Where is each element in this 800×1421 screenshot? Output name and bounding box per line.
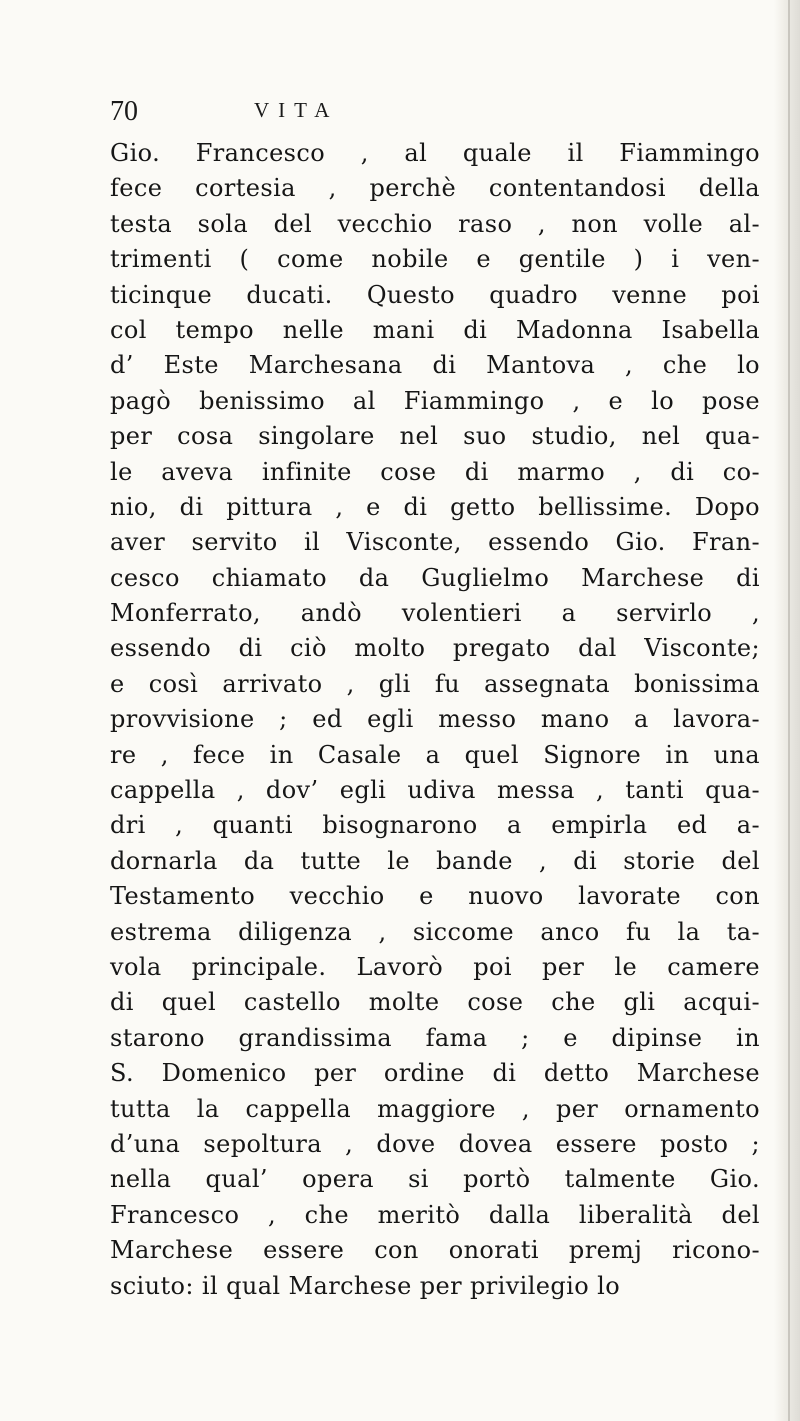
text-line: Testamento vecchio e nuovo lavorate con (110, 882, 760, 911)
text-line: trimenti ( come nobile e gentile ) i ven- (110, 245, 760, 274)
text-line: Gio. Francesco , al quale il Fiammingo (110, 139, 760, 167)
text-line: aver servito il Visconte, essendo Gio. Fran- (110, 528, 760, 557)
text-line: dri , quanti bisognarono a empirla ed a- (110, 811, 760, 840)
text-line: per cosa singolare nel suo studio, nel qua- (110, 422, 760, 451)
running-head (110, 96, 670, 136)
text-line: Marchese essere con onorati premj ricono- (110, 1236, 760, 1265)
text-line: nio, di pittura , e di getto bellissime. Dopo (110, 492, 760, 521)
running-title: VITA (254, 98, 339, 122)
text-line: testa sola del vecchio raso , non volle al- (110, 209, 760, 238)
text-line: cappella , dov’ egli udiva messa , tanti qua- (110, 776, 760, 805)
text-line: starono grandissima fama ; e dipinse in (110, 1023, 760, 1052)
text-line: tutta la cappella maggiore , per ornamento (110, 1094, 760, 1123)
text-line: re , fece in Casale a quel Signore in una (110, 740, 760, 769)
text-line: Francesco , che meritò dalla liberalità del (110, 1200, 760, 1229)
page-edge-line (788, 0, 790, 1421)
text-line: Monferrato, andò volentieri a servirlo , (110, 599, 760, 628)
text-line: d’una sepoltura , dove dovea essere posto ; (110, 1129, 760, 1158)
text-line: sciuto: il qual Marchese per privilegio lo (110, 1271, 621, 1300)
text-line: le aveva infinite cose di marmo , di co- (110, 457, 760, 486)
body-text (110, 136, 760, 1304)
text-line: estrema diligenza , siccome anco fu la ta- (110, 917, 760, 946)
text-line: cesco chiamato da Guglielmo Marchese di (110, 563, 760, 592)
page-number: 70 (110, 96, 138, 127)
text-line: pagò benissimo al Fiammingo , e lo pose (110, 386, 760, 415)
text-line: essendo di ciò molto pregato dal Visconte; (110, 634, 760, 663)
text-line: col tempo nelle mani di Madonna Isabella (110, 315, 760, 344)
text-line: ticinque ducati. Questo quadro venne poi (110, 280, 760, 309)
text-line: S. Domenico per ordine di detto Marchese (110, 1059, 760, 1088)
text-line: nella qual’ opera si portò talmente Gio. (110, 1165, 760, 1194)
page-edge-shadow (774, 0, 800, 1421)
text-line: provvisione ; ed egli messo mano a lavora- (110, 705, 760, 734)
text-line: di quel castello molte cose che gli acqui- (110, 988, 760, 1017)
text-line: dornarla da tutte le bande , di storie del (110, 846, 760, 875)
text-line: vola principale. Lavorò poi per le camere (110, 952, 760, 981)
text-line: e così arrivato , gli fu assegnata bonissima (110, 669, 760, 698)
text-line: fece cortesia , perchè contentandosi della (110, 174, 760, 203)
text-line: d’ Este Marchesana di Mantova , che lo (110, 351, 760, 380)
